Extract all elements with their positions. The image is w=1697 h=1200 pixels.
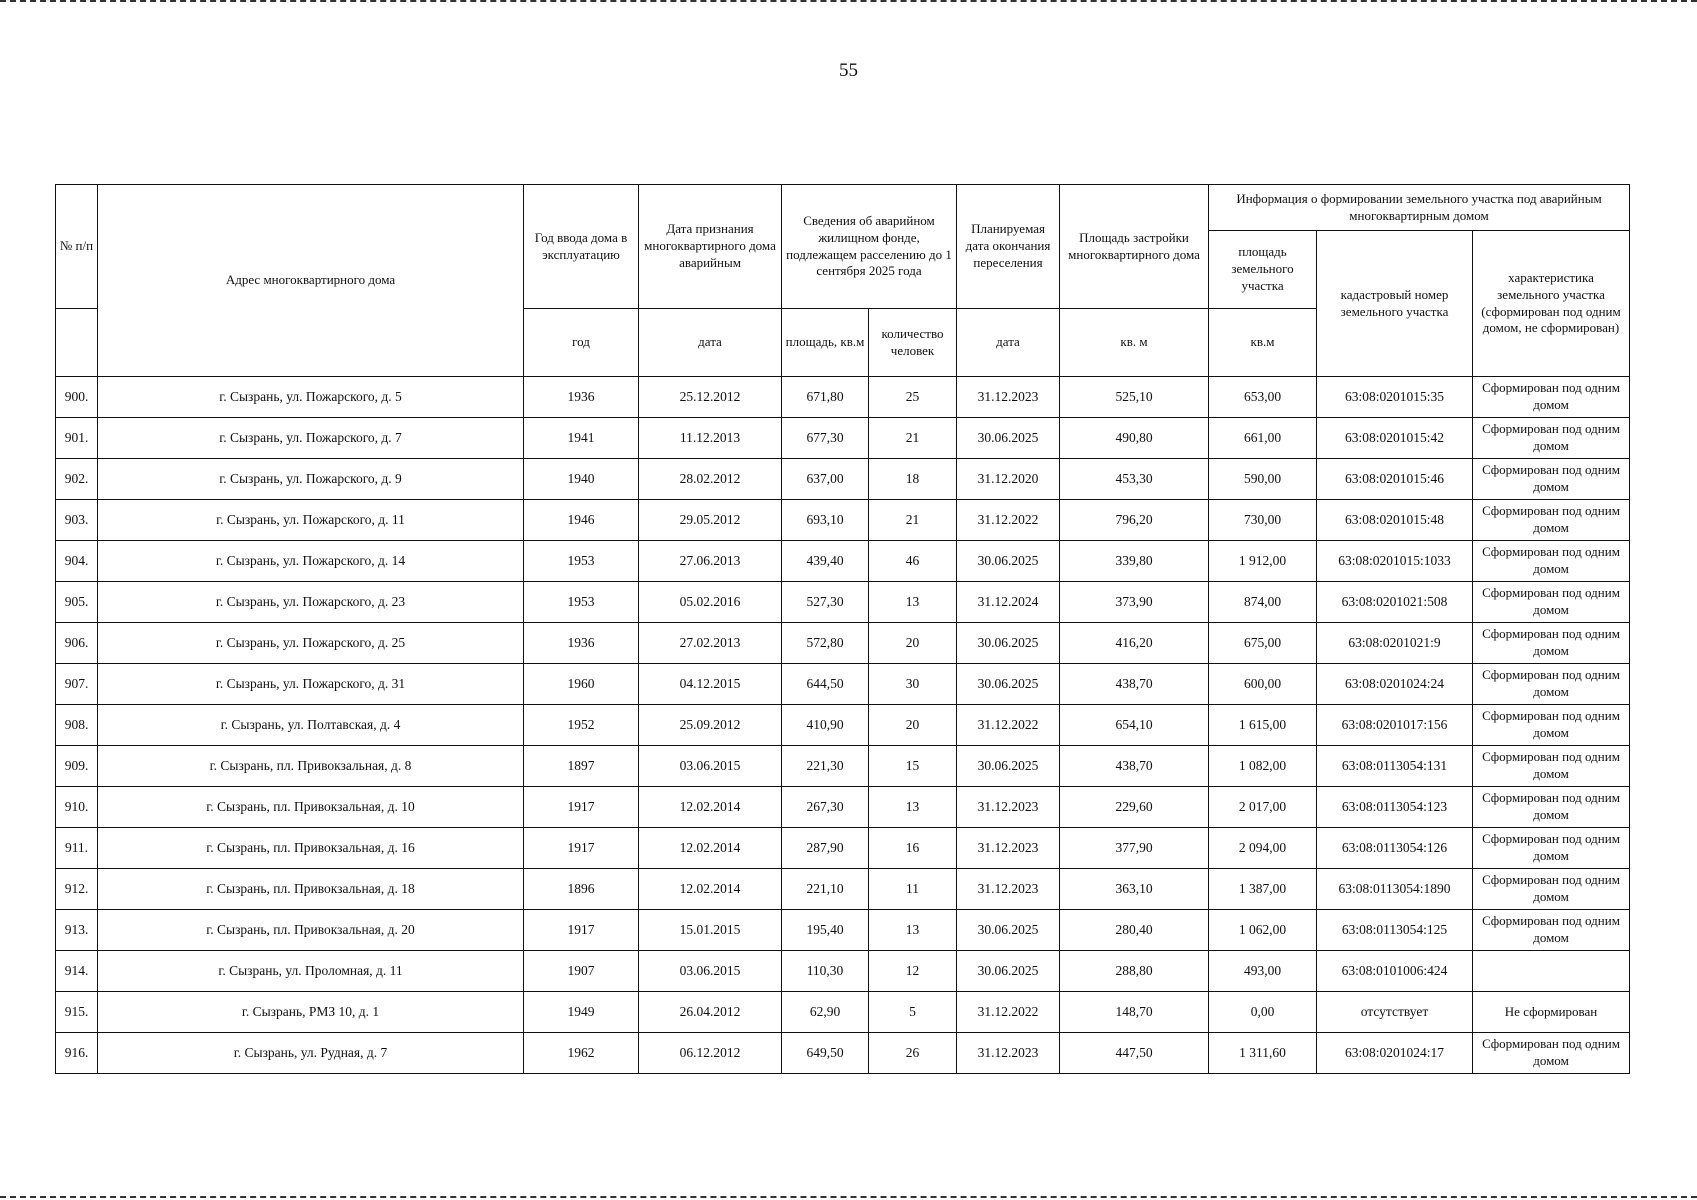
cell-year: 1897	[524, 746, 639, 787]
cell-num: 913.	[56, 910, 98, 951]
cell-land-area: 1 387,00	[1209, 869, 1317, 910]
cell-cadastral: 63:08:0201015:46	[1317, 459, 1473, 500]
cell-land-area: 600,00	[1209, 664, 1317, 705]
cell-land-area: 590,00	[1209, 459, 1317, 500]
cell-people: 21	[869, 500, 957, 541]
cell-num: 903.	[56, 500, 98, 541]
header-land-info: Информация о формировании земельного участка под аварийным многоквартирным домом	[1209, 185, 1630, 231]
cell-num: 909.	[56, 746, 98, 787]
cell-building-area: 796,20	[1060, 500, 1209, 541]
cell-address: г. Сызрань, пл. Привокзальная, д. 16	[98, 828, 524, 869]
cell-recognition-date: 12.02.2014	[639, 787, 782, 828]
header-recognition-date: Дата признания многоквартирного дома аварийным	[639, 185, 782, 309]
cell-people: 5	[869, 992, 957, 1033]
cell-planned-date: 31.12.2023	[957, 869, 1060, 910]
cell-area: 287,90	[782, 828, 869, 869]
cell-year: 1946	[524, 500, 639, 541]
cell-year: 1936	[524, 377, 639, 418]
table-row	[56, 623, 1630, 664]
table-row	[56, 418, 1630, 459]
cell-num: 912.	[56, 869, 98, 910]
cell-building-area: 447,50	[1060, 1033, 1209, 1074]
cell-year: 1952	[524, 705, 639, 746]
cell-land-area: 1 311,60	[1209, 1033, 1317, 1074]
cell-land-area: 1 062,00	[1209, 910, 1317, 951]
cell-year: 1896	[524, 869, 639, 910]
table-row	[56, 582, 1630, 623]
cell-area: 693,10	[782, 500, 869, 541]
cell-cadastral: 63:08:0113054:131	[1317, 746, 1473, 787]
cell-characteristic	[1473, 951, 1630, 992]
cell-area: 221,30	[782, 746, 869, 787]
cell-recognition-date: 15.01.2015	[639, 910, 782, 951]
cell-num: 901.	[56, 418, 98, 459]
cell-num: 908.	[56, 705, 98, 746]
cell-recognition-date: 12.02.2014	[639, 869, 782, 910]
cell-recognition-date: 03.06.2015	[639, 951, 782, 992]
cell-year: 1907	[524, 951, 639, 992]
cell-characteristic: Сформирован под одним домом	[1473, 418, 1630, 459]
table-row	[56, 746, 1630, 787]
header-year: Год ввода дома в эксплуатацию	[524, 185, 639, 309]
cell-address: г. Сызрань, ул. Пожарского, д. 31	[98, 664, 524, 705]
cell-people: 20	[869, 623, 957, 664]
table-row	[56, 500, 1630, 541]
cell-num: 902.	[56, 459, 98, 500]
table-row	[56, 1033, 1630, 1074]
cell-address: г. Сызрань, ул. Пожарского, д. 5	[98, 377, 524, 418]
cell-area: 572,80	[782, 623, 869, 664]
cell-recognition-date: 03.06.2015	[639, 746, 782, 787]
scan-edge-top	[0, 0, 1697, 4]
header-address: Адрес многоквартирного дома	[98, 185, 524, 377]
cell-characteristic: Сформирован под одним домом	[1473, 377, 1630, 418]
unit-planned-date: дата	[957, 309, 1060, 377]
cell-characteristic: Сформирован под одним домом	[1473, 459, 1630, 500]
cell-people: 11	[869, 869, 957, 910]
cell-address: г. Сызрань, ул. Пожарского, д. 23	[98, 582, 524, 623]
cell-building-area: 438,70	[1060, 664, 1209, 705]
cell-year: 1917	[524, 787, 639, 828]
cell-land-area: 0,00	[1209, 992, 1317, 1033]
cell-building-area: 377,90	[1060, 828, 1209, 869]
cell-characteristic: Сформирован под одним домом	[1473, 1033, 1630, 1074]
cell-area: 221,10	[782, 869, 869, 910]
header-characteristic: характеристика земельного участка (сформирован под одним домом, не сформирован)	[1473, 231, 1630, 377]
cell-year: 1940	[524, 459, 639, 500]
cell-area: 637,00	[782, 459, 869, 500]
cell-area: 62,90	[782, 992, 869, 1033]
cell-planned-date: 31.12.2023	[957, 1033, 1060, 1074]
table-row	[56, 992, 1630, 1033]
cell-num: 911.	[56, 828, 98, 869]
cell-people: 46	[869, 541, 957, 582]
cell-building-area: 288,80	[1060, 951, 1209, 992]
cell-land-area: 1 082,00	[1209, 746, 1317, 787]
cell-recognition-date: 25.12.2012	[639, 377, 782, 418]
cell-planned-date: 30.06.2025	[957, 623, 1060, 664]
cell-year: 1953	[524, 541, 639, 582]
cell-cadastral: 63:08:0201024:24	[1317, 664, 1473, 705]
cell-address: г. Сызрань, ул. Пожарского, д. 25	[98, 623, 524, 664]
cell-area: 649,50	[782, 1033, 869, 1074]
cell-num: 914.	[56, 951, 98, 992]
cell-planned-date: 31.12.2022	[957, 500, 1060, 541]
header-cadastral: кадастровый номер земельного участка	[1317, 231, 1473, 377]
cell-building-area: 490,80	[1060, 418, 1209, 459]
emergency-housing-table	[55, 184, 1630, 1074]
cell-num: 906.	[56, 623, 98, 664]
cell-people: 13	[869, 787, 957, 828]
cell-planned-date: 31.12.2023	[957, 787, 1060, 828]
cell-area: 195,40	[782, 910, 869, 951]
cell-building-area: 339,80	[1060, 541, 1209, 582]
unit-date: дата	[639, 309, 782, 377]
cell-cadastral: 63:08:0113054:123	[1317, 787, 1473, 828]
header-num: № п/п	[56, 185, 98, 309]
cell-year: 1936	[524, 623, 639, 664]
cell-land-area: 2 017,00	[1209, 787, 1317, 828]
cell-planned-date: 30.06.2025	[957, 910, 1060, 951]
cell-cadastral: отсутствует	[1317, 992, 1473, 1033]
table-row	[56, 541, 1630, 582]
cell-people: 16	[869, 828, 957, 869]
cell-people: 26	[869, 1033, 957, 1074]
cell-cadastral: 63:08:0113054:125	[1317, 910, 1473, 951]
cell-cadastral: 63:08:0201015:35	[1317, 377, 1473, 418]
cell-area: 110,30	[782, 951, 869, 992]
header-building-area: Площадь застройки многоквартирного дома	[1060, 185, 1209, 309]
cell-characteristic: Сформирован под одним домом	[1473, 828, 1630, 869]
cell-cadastral: 63:08:0201024:17	[1317, 1033, 1473, 1074]
cell-people: 15	[869, 746, 957, 787]
cell-people: 12	[869, 951, 957, 992]
cell-building-area: 438,70	[1060, 746, 1209, 787]
cell-num: 915.	[56, 992, 98, 1033]
cell-building-area: 416,20	[1060, 623, 1209, 664]
cell-people: 18	[869, 459, 957, 500]
cell-cadastral: 63:08:0113054:1890	[1317, 869, 1473, 910]
cell-address: г. Сызрань, пл. Привокзальная, д. 18	[98, 869, 524, 910]
cell-characteristic: Сформирован под одним домом	[1473, 705, 1630, 746]
unit-land-area: кв.м	[1209, 309, 1317, 377]
unit-year: год	[524, 309, 639, 377]
cell-building-area: 373,90	[1060, 582, 1209, 623]
cell-address: г. Сызрань, ул. Полтавская, д. 4	[98, 705, 524, 746]
cell-cadastral: 63:08:0201021:9	[1317, 623, 1473, 664]
cell-planned-date: 31.12.2022	[957, 992, 1060, 1033]
cell-planned-date: 31.12.2022	[957, 705, 1060, 746]
cell-recognition-date: 04.12.2015	[639, 664, 782, 705]
cell-building-area: 280,40	[1060, 910, 1209, 951]
cell-address: г. Сызрань, ул. Пожарского, д. 9	[98, 459, 524, 500]
cell-planned-date: 30.06.2025	[957, 746, 1060, 787]
cell-planned-date: 31.12.2023	[957, 377, 1060, 418]
cell-building-area: 525,10	[1060, 377, 1209, 418]
cell-characteristic: Сформирован под одним домом	[1473, 664, 1630, 705]
cell-cadastral: 63:08:0201015:48	[1317, 500, 1473, 541]
cell-year: 1941	[524, 418, 639, 459]
header-planned-date: Планируемая дата окончания переселения	[957, 185, 1060, 309]
unit-people: количество человек	[869, 309, 957, 377]
cell-num: 900.	[56, 377, 98, 418]
cell-cadastral: 63:08:0201015:1033	[1317, 541, 1473, 582]
page-number: 55	[839, 60, 858, 81]
cell-cadastral: 63:08:0201021:508	[1317, 582, 1473, 623]
cell-planned-date: 30.06.2025	[957, 664, 1060, 705]
cell-characteristic: Сформирован под одним домом	[1473, 869, 1630, 910]
cell-planned-date: 30.06.2025	[957, 541, 1060, 582]
cell-characteristic: Сформирован под одним домом	[1473, 541, 1630, 582]
table-row	[56, 377, 1630, 418]
cell-recognition-date: 26.04.2012	[639, 992, 782, 1033]
cell-cadastral: 63:08:0113054:126	[1317, 828, 1473, 869]
cell-characteristic: Сформирован под одним домом	[1473, 787, 1630, 828]
cell-area: 671,80	[782, 377, 869, 418]
cell-area: 644,50	[782, 664, 869, 705]
cell-characteristic: Сформирован под одним домом	[1473, 910, 1630, 951]
cell-address: г. Сызрань, пл. Привокзальная, д. 8	[98, 746, 524, 787]
cell-characteristic: Не сформирован	[1473, 992, 1630, 1033]
table-row	[56, 910, 1630, 951]
cell-characteristic: Сформирован под одним домом	[1473, 500, 1630, 541]
unit-area: площадь, кв.м	[782, 309, 869, 377]
cell-building-area: 148,70	[1060, 992, 1209, 1033]
cell-address: г. Сызрань, ул. Проломная, д. 11	[98, 951, 524, 992]
cell-num: 907.	[56, 664, 98, 705]
header-housing-info: Сведения об аварийном жилищном фонде, подлежащем расселению до 1 сентября 2025 года	[782, 185, 957, 309]
cell-recognition-date: 28.02.2012	[639, 459, 782, 500]
cell-building-area: 229,60	[1060, 787, 1209, 828]
cell-planned-date: 30.06.2025	[957, 951, 1060, 992]
table-row	[56, 664, 1630, 705]
cell-people: 13	[869, 910, 957, 951]
cell-address: г. Сызрань, пл. Привокзальная, д. 10	[98, 787, 524, 828]
cell-cadastral: 63:08:0101006:424	[1317, 951, 1473, 992]
table-row	[56, 787, 1630, 828]
cell-area: 439,40	[782, 541, 869, 582]
cell-people: 30	[869, 664, 957, 705]
cell-people: 13	[869, 582, 957, 623]
cell-address: г. Сызрань, пл. Привокзальная, д. 20	[98, 910, 524, 951]
cell-building-area: 363,10	[1060, 869, 1209, 910]
cell-cadastral: 63:08:0201017:156	[1317, 705, 1473, 746]
cell-land-area: 874,00	[1209, 582, 1317, 623]
cell-recognition-date: 29.05.2012	[639, 500, 782, 541]
cell-land-area: 493,00	[1209, 951, 1317, 992]
cell-planned-date: 31.12.2024	[957, 582, 1060, 623]
cell-year: 1962	[524, 1033, 639, 1074]
cell-characteristic: Сформирован под одним домом	[1473, 582, 1630, 623]
cell-address: г. Сызрань, ул. Рудная, д. 7	[98, 1033, 524, 1074]
table-row	[56, 828, 1630, 869]
cell-area: 267,30	[782, 787, 869, 828]
table-row	[56, 705, 1630, 746]
cell-recognition-date: 11.12.2013	[639, 418, 782, 459]
cell-land-area: 1 912,00	[1209, 541, 1317, 582]
scan-edge-bottom	[0, 1196, 1697, 1200]
unit-building-area: кв. м	[1060, 309, 1209, 377]
cell-building-area: 654,10	[1060, 705, 1209, 746]
cell-cadastral: 63:08:0201015:42	[1317, 418, 1473, 459]
cell-num: 916.	[56, 1033, 98, 1074]
cell-land-area: 730,00	[1209, 500, 1317, 541]
cell-address: г. Сызрань, ул. Пожарского, д. 7	[98, 418, 524, 459]
cell-address: г. Сызрань, ул. Пожарского, д. 11	[98, 500, 524, 541]
cell-year: 1960	[524, 664, 639, 705]
table-row	[56, 869, 1630, 910]
cell-planned-date: 30.06.2025	[957, 418, 1060, 459]
cell-year: 1917	[524, 910, 639, 951]
cell-recognition-date: 05.02.2016	[639, 582, 782, 623]
table-row	[56, 459, 1630, 500]
cell-people: 25	[869, 377, 957, 418]
cell-year: 1949	[524, 992, 639, 1033]
header-num-blank	[56, 309, 98, 377]
table-body	[56, 377, 1630, 1074]
cell-recognition-date: 25.09.2012	[639, 705, 782, 746]
cell-num: 910.	[56, 787, 98, 828]
cell-people: 20	[869, 705, 957, 746]
cell-year: 1953	[524, 582, 639, 623]
cell-recognition-date: 27.02.2013	[639, 623, 782, 664]
cell-characteristic: Сформирован под одним домом	[1473, 746, 1630, 787]
cell-num: 905.	[56, 582, 98, 623]
cell-people: 21	[869, 418, 957, 459]
header-land-area: площадь земельного участка	[1209, 231, 1317, 309]
cell-building-area: 453,30	[1060, 459, 1209, 500]
cell-num: 904.	[56, 541, 98, 582]
cell-land-area: 661,00	[1209, 418, 1317, 459]
cell-recognition-date: 06.12.2012	[639, 1033, 782, 1074]
table-row	[56, 951, 1630, 992]
cell-land-area: 2 094,00	[1209, 828, 1317, 869]
cell-area: 410,90	[782, 705, 869, 746]
cell-land-area: 653,00	[1209, 377, 1317, 418]
cell-area: 677,30	[782, 418, 869, 459]
cell-year: 1917	[524, 828, 639, 869]
cell-area: 527,30	[782, 582, 869, 623]
cell-address: г. Сызрань, РМЗ 10, д. 1	[98, 992, 524, 1033]
cell-address: г. Сызрань, ул. Пожарского, д. 14	[98, 541, 524, 582]
cell-recognition-date: 12.02.2014	[639, 828, 782, 869]
cell-planned-date: 31.12.2020	[957, 459, 1060, 500]
cell-land-area: 1 615,00	[1209, 705, 1317, 746]
cell-characteristic: Сформирован под одним домом	[1473, 623, 1630, 664]
cell-recognition-date: 27.06.2013	[639, 541, 782, 582]
cell-planned-date: 31.12.2023	[957, 828, 1060, 869]
cell-land-area: 675,00	[1209, 623, 1317, 664]
